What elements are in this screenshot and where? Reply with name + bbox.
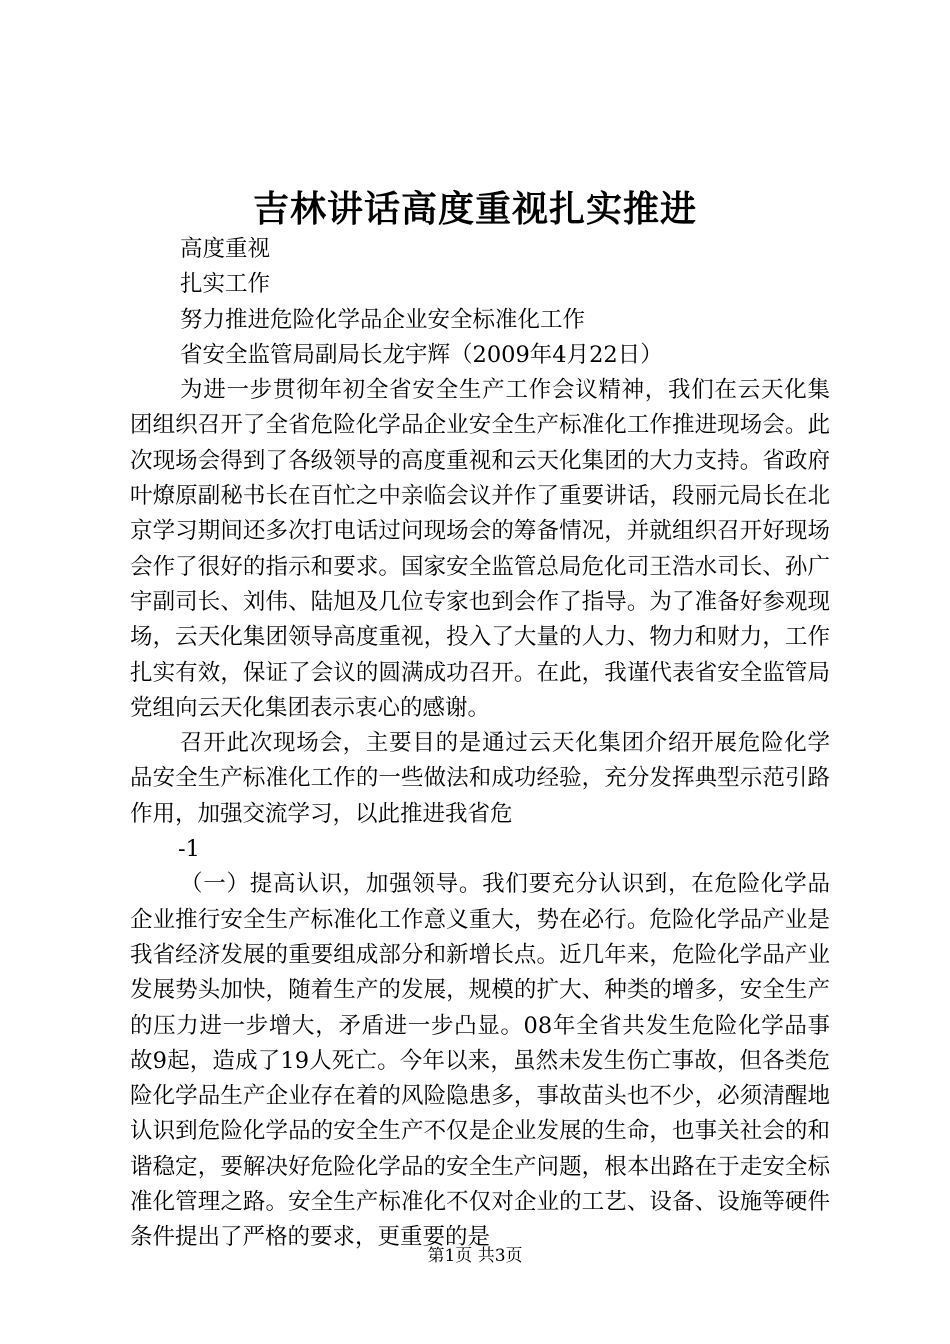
page-footer: 第1页 共3页 bbox=[427, 1246, 523, 1266]
paragraph-2: 召开此次现场会，主要目的是通过云天化集团介绍开展危险化学品安全生产标准化工作的一些做法和成功经验，充分发挥典型示范引路作用，加强交流学习，以此推进我省危 bbox=[130, 730, 830, 827]
header-line-3: 努力推进危险化学品企业安全标准化工作 bbox=[180, 306, 586, 333]
document-body bbox=[130, 232, 830, 1256]
header-line-2: 扎实工作 bbox=[180, 271, 271, 298]
page-marker: -1 bbox=[178, 836, 200, 863]
paragraph-1: 为进一步贯彻年初全省安全生产工作会议精神，我们在云天化集团组织召开了全省危险化学品企业安全生产标准化工作推进现场会。此次现场会得到了各级领导的高度重视和云天化集团的大力支持。省政府叶燎原副秘书长在百忙之中亲临会议并作了重要讲话，段丽元局长在北京学习期间还多次打电话过问现场会的筹备情况，并就组织召开好现场会作了很好的指示和要求。国家安全监管总局危化司王浩水司长、孙广宇副司长、刘伟、陆旭及几位专家也到会作了指导。为了准备好参观现场，云天化集团领导高度重视，投入了大量的人力、物力和财力，工作扎实有效，保证了会议的圆满成功召开。在此，我谨代表省安全监管局党组向云天化集团表示衷心的感谢。 bbox=[130, 377, 830, 721]
speaker-line: 省安全监管局副局长龙宇辉（2009年4月22日） bbox=[180, 341, 663, 368]
paragraph-3: （一）提高认识，加强领导。我们要充分认识到，在危险化学品企业推行安全生产标准化工作意义重大，势在必行。危险化学品产业是我省经济发展的重要组成部分和新增长点。近几年来，危险化学品产业发展势头加快，随着生产的发展，规模的扩大、种类的增多，安全生产的压力进一步增大，矛盾进一步凸显。08年全省共发生危险化学品事故9起，造成了19人死亡。今年以来，虽然未发生伤亡事故，但各类危险化学品生产企业存在着的风险隐患多，事故苗头也不少，必须清醒地认识到危险化学品的安全生产不仅是企业发展的生命，也事关社会的和谐稳定，要解决好危险化学品的安全生产问题，根本出路在于走安全标准化管理之路。安全生产标准化不仅对企业的工艺、设备、设施等硬件条件提出了严格的要求，更重要的是 bbox=[130, 871, 830, 1251]
header-line-1: 高度重视 bbox=[180, 236, 271, 262]
document-title: 吉林讲话高度重视扎实推进 bbox=[252, 188, 697, 230]
